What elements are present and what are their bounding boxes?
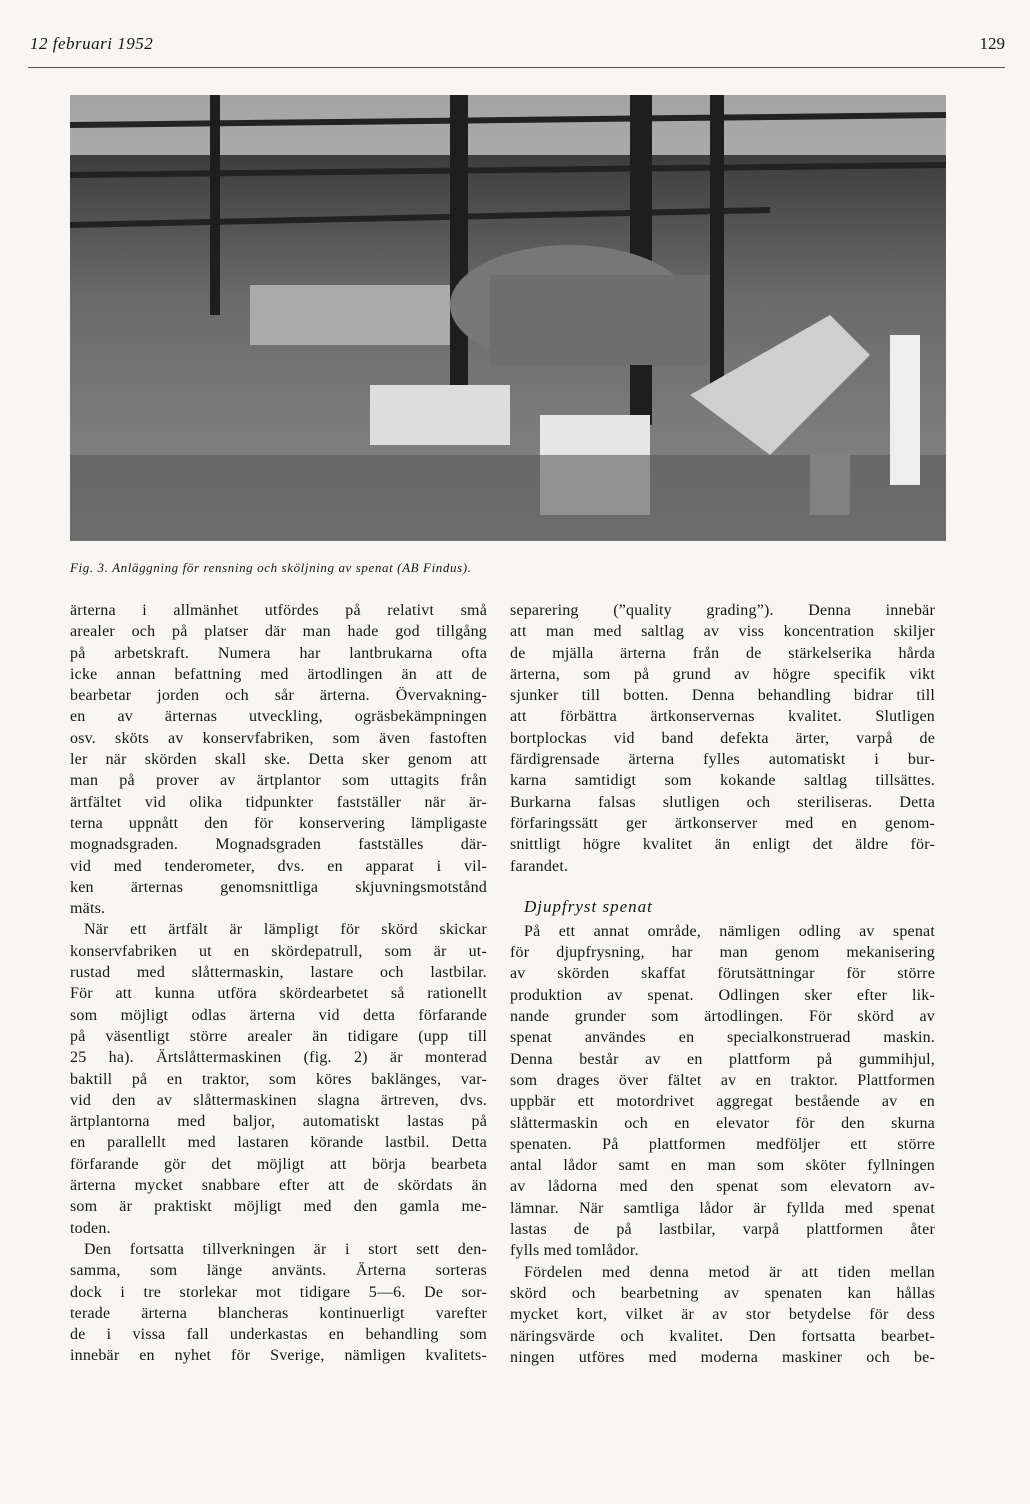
text-line: karna samtidigt som kokande saltlag tillsättes.: [510, 772, 935, 790]
text-line: innebär en nyhet för Sverige, nämligen kvalitets-: [70, 1347, 487, 1365]
text-line: nande grunder som ärtodlingen. För skörd av: [510, 1008, 935, 1026]
header-rule: [28, 67, 1005, 68]
text-line: vid den av slåttermaskinen slagna ärtreven, dvs.: [70, 1091, 487, 1109]
text-line: bortplockas vid band defekta ärter, varpå de: [510, 729, 935, 747]
text-line: 25 ha). Ärtslåttermaskinen (fig. 2) är monterad: [70, 1049, 487, 1067]
text-line: När ett ärtfält är lämpligt för skörd skickar: [84, 921, 487, 939]
paragraph: [510, 600, 935, 877]
text-line: de mjälla ärterna från de stärkelserika hårda: [510, 644, 935, 662]
text-line: på väsentligt större arealer än tidigare (upp till: [70, 1027, 487, 1045]
text-line: ler när skörden skall ske. Detta sker genom att: [70, 751, 487, 769]
text-line: spenat användes en specialkonstruerad maskin.: [510, 1029, 935, 1047]
text-line: farandet.: [510, 857, 569, 875]
text-line: dock i tre storlekar mot tidigare 5—6. De sor-: [70, 1283, 487, 1301]
text-line: produktion av spenat. Odlingen sker efter lik-: [510, 986, 935, 1004]
text-line: ärterna, som på grund av högre specifik vikt: [510, 665, 935, 683]
text-line: antal lådor samt en man som sköter fyllningen: [510, 1157, 935, 1175]
text-line: förfaringssätt ger ärtkonserver med en genom-: [510, 814, 935, 832]
text-line: man på prover av ärtplantor som uttagits från: [70, 772, 487, 790]
text-line: konservfabriken ut en skördepatrull, som är ut-: [70, 942, 487, 960]
text-line: uppbär ett motordrivet aggregat bestående av en: [510, 1093, 935, 1111]
text-line: bearbetar jorden och sår ärterna. Övervakning-: [70, 687, 487, 705]
text-line: en parallellt med lastaren körande lastbil. Detta: [70, 1134, 487, 1152]
text-line: för djupfrysning, har man genom mekanisering: [510, 944, 935, 962]
paragraph: [70, 600, 487, 919]
text-line: snittligt högre kvalitet än enligt det äldre för-: [510, 836, 935, 854]
text-line: som är praktiskt möjligt med den gamla me-: [70, 1198, 487, 1216]
figure-photo-spinach-cleaning-plant: [70, 95, 946, 541]
text-line: som drages över fältet av en traktor. Plattformen: [510, 1071, 935, 1089]
text-line: För att kunna utföra skördearbetet så rationellt: [70, 985, 487, 1003]
text-line: skörd och bearbetning av spenaten kan hållas: [510, 1284, 935, 1302]
text-line: att förbättra ärtkonservernas kvalitet. Slutligen: [510, 708, 935, 726]
text-line: arealer och på platser där man hade god tillgång: [70, 623, 487, 641]
text-line: toden.: [70, 1219, 111, 1237]
text-line: ärtfältet vid olika tidpunkter fastställer när är-: [70, 793, 487, 811]
paragraph: [510, 921, 935, 1262]
text-line: på arbetskraft. Numera har lantbrukarna ofta: [70, 644, 487, 662]
figure-caption: Fig. 3. Anläggning för rensning och sköljning av spenat (AB Findus).: [70, 560, 472, 575]
text-line: ärterna mycket snabbare efter att de skördats än: [70, 1177, 487, 1195]
text-line: att man med saltlag av viss koncentration skiljer: [510, 623, 935, 641]
text-line: separering (”quality grading”). Denna innebär: [510, 602, 935, 619]
text-line: osv. sköts av konservfabriken, som även fastoften: [70, 729, 487, 747]
text-line: ärtplantorna med baljor, automatiskt lastas på: [70, 1113, 487, 1131]
text-line: Burkarna falsas slutligen och steriliseras. Detta: [510, 793, 935, 811]
text-line: lastas de på lastbilar, varpå plattformen åter: [510, 1221, 935, 1239]
paragraph: [510, 1262, 935, 1368]
text-line: mäts.: [70, 900, 106, 918]
text-line: slåttermaskin och en elevator för den skurna: [510, 1114, 935, 1132]
text-line: färdigrensade ärterna fylles automatiskt i bur-: [510, 751, 935, 769]
text-line: en av ärternas utveckling, ogräsbekämpningen: [70, 708, 487, 726]
text-line: de i vissa fall underkastas en behandling som: [70, 1326, 487, 1344]
right-text-column: [510, 600, 935, 1368]
section-heading: Djupfryst spenat: [524, 896, 653, 916]
text-line: ningen utföres med moderna maskiner och be-: [510, 1348, 935, 1366]
text-line: som möjligt odlas ärterna vid detta förfarande: [70, 1006, 487, 1024]
paragraph: [70, 1239, 487, 1367]
text-line: av skörden skaffat förutsättningar för större: [510, 965, 935, 983]
text-line: terna uppnått den för konservering lämpligaste: [70, 814, 487, 832]
text-line: mycket kort, vilket är av stor betydelse för dess: [510, 1306, 935, 1324]
text-line: vid med tenderometer, dvs. en apparat i vil-: [70, 857, 487, 875]
text-line: spenaten. På plattformen medföljer ett större: [510, 1135, 935, 1153]
text-line: samma, som länge använts. Ärterna sorteras: [70, 1262, 487, 1280]
text-line: mognadsgraden. Mognadsgraden fastställes där-: [70, 836, 487, 854]
text-line: icke annan befattning med ärtodlingen än att de: [70, 665, 487, 683]
paragraph: [70, 919, 487, 1238]
text-line: ärterna i allmänhet utfördes på relativt små: [70, 602, 487, 619]
left-text-column: [70, 600, 487, 1367]
text-line: På ett annat område, nämligen odling av spenat: [524, 922, 935, 940]
text-line: Fördelen med denna metod är att tiden mellan: [524, 1263, 935, 1281]
text-line: ken ärternas genomsnittliga skjuvningsmotstånd: [70, 878, 487, 896]
text-line: Den fortsatta tillverkningen är i stort sett den-: [84, 1240, 487, 1258]
text-line: baktill på en traktor, som köres baklänges, var-: [70, 1070, 487, 1088]
text-line: förfarande gör det möjligt att börja bearbeta: [70, 1155, 487, 1173]
text-line: sjunker till botten. Denna behandling bidrar till: [510, 687, 935, 705]
text-line: terade ärterna blancheras kontinuerligt varefter: [70, 1304, 487, 1322]
text-line: rustad med slåttermaskin, lastare och lastbilar.: [70, 964, 487, 982]
running-header-date: 12 februari 1952: [30, 34, 154, 53]
text-line: lämnar. När samtliga lådor är fyllda med spenat: [510, 1199, 935, 1217]
page-number: 129: [979, 34, 1005, 53]
text-line: näringsvärde och kvalitet. Den fortsatta bearbet-: [510, 1327, 935, 1345]
text-line: av lådorna med den spenat som elevatorn av-: [510, 1178, 935, 1196]
text-line: Denna består av en plattform på gummihjul,: [510, 1050, 935, 1068]
text-line: fylls med tomlådor.: [510, 1242, 639, 1260]
